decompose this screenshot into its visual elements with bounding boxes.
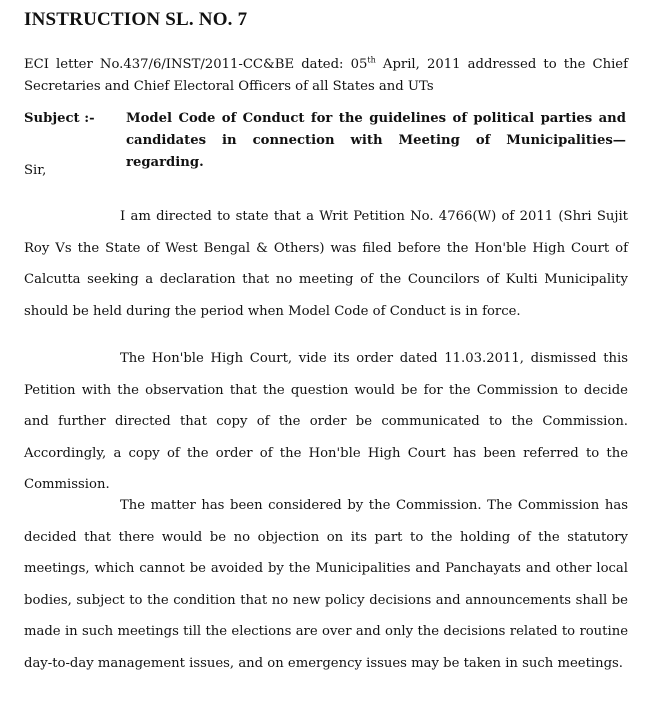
body-paragraph-2: The Hon'ble High Court, vide its order dated 11.03.2011, dismissed this Petition with the observation that the question would be for the Commission to decide and further directed that copy of the order be communicated to the Commission. Accordingly, a copy of the order of the Hon'ble High Court has been referred to the Commission. [24,351,628,492]
salutation: Sir, [24,163,47,178]
document-heading: INSTRUCTION SL. NO. 7 [24,9,248,30]
subject-text: Model Code of Conduct for the guidelines of political parties and candidates in connection with Meeting of Municipalities— regarding. [126,111,626,170]
reference-text-start: ECI letter No.437/6/INST/2011-CC&BE dated: 05 [24,57,368,72]
reference-text-end: April, 2011 addressed to the Chief Secretaries and Chief Electoral Officers of all States and UTs [24,57,628,94]
reference-line [24,54,628,98]
date-ordinal-suffix: th [367,55,376,65]
body-paragraph-3: The matter has been considered by the Commission. The Commission has decided that there would be no objection on its part to the holding of the statutory meetings, which cannot be avoided by the Municipalities and Panchayats and other local bodies, subject to the condition that no new policy decisions and announcements shall be made in such meetings till the elections are over and only the decisions related to routine day-to-day management issues, and on emergency issues may be taken in such meetings. [24,498,628,671]
body-paragraph-1: I am directed to state that a Writ Petition No. 4766(W) of 2011 (Shri Sujit Roy Vs the State of West Bengal & Others) was filed before the Hon'ble High Court of Calcutta seeking a declaration that no meeting of the Councilors of Kulti Municipality should be held during the period when Model Code of Conduct is in force. [24,209,628,319]
subject-label: Subject :- [24,111,95,126]
